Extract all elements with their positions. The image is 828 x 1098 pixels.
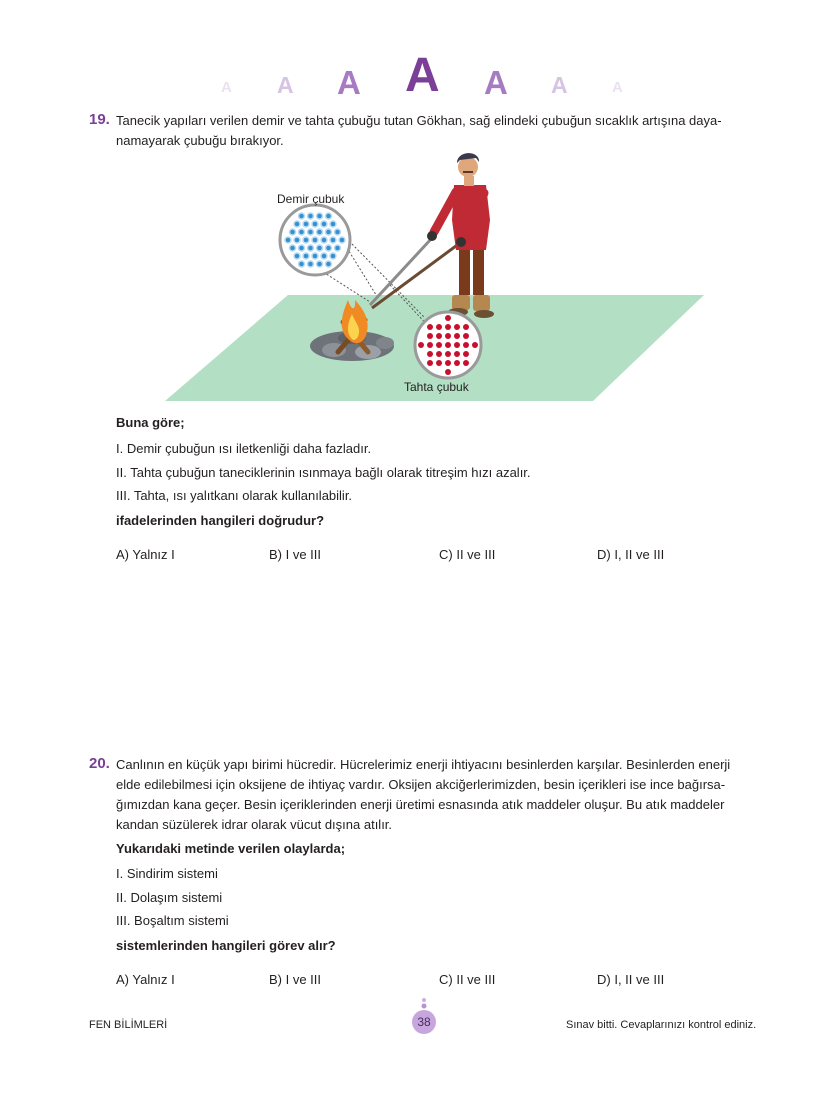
iron-particle (285, 237, 291, 243)
iron-particle (303, 253, 309, 259)
wood-particle (445, 342, 451, 348)
iron-particle (308, 229, 314, 235)
statement-iii: III. Tahta, ısı yalıtkanı olarak kullanılabilir. (116, 488, 353, 503)
iron-particle (303, 221, 309, 227)
wood-particle (463, 324, 469, 330)
iron-particle (294, 237, 300, 243)
option-a[interactable]: A) Yalnız I (116, 547, 175, 562)
header-letter: A (484, 64, 508, 101)
wood-particle (445, 360, 451, 366)
wood-particle (427, 360, 433, 366)
wood-rod-label: Tahta çubuk (404, 380, 469, 394)
wood-particle (463, 342, 469, 348)
campfire-figure (0, 0, 828, 420)
wood-particle (418, 342, 424, 348)
wood-particle (454, 342, 460, 348)
question-ask: sistemlerinden hangileri görev alır? (116, 938, 336, 953)
wood-particles-magnifier (415, 312, 481, 378)
wood-particle (463, 333, 469, 339)
header-letter: A (337, 64, 361, 101)
wood-particle (436, 324, 442, 330)
wood-particle (436, 360, 442, 366)
iron-particle (299, 213, 305, 219)
wood-particle (445, 324, 451, 330)
header-letter: A (221, 79, 232, 96)
question-text-line: ğımızdan kana geçer. Besin içeriklerinden enerji üretimi esnasında atık maddeler oluşur. Bu atık maddeler (116, 797, 725, 812)
wood-particle (454, 324, 460, 330)
option-d[interactable]: D) I, II ve III (597, 547, 665, 562)
wood-particle (445, 351, 451, 357)
option-b[interactable]: B) I ve III (269, 547, 322, 562)
wood-particle (454, 333, 460, 339)
header-letter: A (277, 72, 294, 98)
iron-particle (326, 229, 332, 235)
question-ask: ifadelerinden hangileri doğrudur? (116, 513, 325, 528)
wood-particle (427, 351, 433, 357)
iron-particle (308, 245, 314, 251)
question-prompt: Buna göre; (116, 415, 185, 430)
iron-particle (299, 229, 305, 235)
question-text-line: kandan süzülerek idrar olarak vücut dışına atılır. (116, 817, 393, 832)
question-number: 20. (89, 755, 110, 772)
iron-particle (326, 245, 332, 251)
option-d[interactable]: D) I, II ve III (597, 972, 665, 987)
iron-particle (290, 229, 296, 235)
statement-ii: II. Tahta çubuğun taneciklerinin ısınmaya bağlı olarak titreşim hızı azalır. (116, 465, 531, 480)
wood-particle (463, 360, 469, 366)
iron-particle (321, 221, 327, 227)
iron-rod-label: Demir çubuk (277, 192, 345, 206)
header-letter: A (405, 49, 440, 102)
iron-particle (317, 229, 323, 235)
page-number: 38 (417, 1015, 431, 1029)
iron-particle (299, 261, 305, 267)
iron-particle (326, 213, 332, 219)
iron-particle (308, 213, 314, 219)
wood-particle (454, 360, 460, 366)
iron-particle (308, 261, 314, 267)
iron-particle (321, 253, 327, 259)
subject-label: FEN BİLİMLERİ (89, 1019, 168, 1031)
iron-particle (303, 237, 309, 243)
question-text-line: elde edilebilmesi için oksijene de ihtiyaç vardır. Oksijen akciğerlerimizden, besin içerikleri ise ince bağırsa- (116, 777, 726, 792)
iron-particle (339, 237, 345, 243)
wood-particle (472, 342, 478, 348)
wood-particle (436, 342, 442, 348)
wood-particle (427, 324, 433, 330)
iron-particle (312, 221, 318, 227)
person-icon (427, 153, 494, 318)
wood-particle (454, 351, 460, 357)
iron-particle (290, 245, 296, 251)
wood-particle (436, 351, 442, 357)
wood-particle (463, 351, 469, 357)
iron-particle (330, 237, 336, 243)
statement-ii: II. Dolaşım sistemi (116, 890, 223, 905)
wood-particle (445, 333, 451, 339)
option-b[interactable]: B) I ve III (269, 972, 322, 987)
iron-particle (330, 221, 336, 227)
iron-particle (312, 237, 318, 243)
iron-particle (335, 229, 341, 235)
question-text-line: namayarak çubuğu bırakıyor. (116, 133, 284, 148)
wood-particle (445, 369, 451, 375)
iron-particles-magnifier (280, 205, 350, 275)
iron-particle (335, 245, 341, 251)
wood-particle (427, 333, 433, 339)
question-number: 19. (89, 111, 110, 128)
iron-particle (294, 221, 300, 227)
iron-particle (317, 213, 323, 219)
iron-particle (321, 237, 327, 243)
iron-particle (326, 261, 332, 267)
wood-particle (427, 342, 433, 348)
question-prompt: Yukarıdaki metinde verilen olaylarda; (116, 841, 346, 856)
option-a[interactable]: A) Yalnız I (116, 972, 175, 987)
wood-particle (445, 315, 451, 321)
iron-particle (317, 261, 323, 267)
statement-i: I. Sindirim sistemi (116, 866, 218, 881)
statement-iii: III. Boşaltım sistemi (116, 913, 229, 928)
iron-particle (317, 245, 323, 251)
iron-particle (299, 245, 305, 251)
option-c[interactable]: C) II ve III (439, 972, 496, 987)
header-letter: A (551, 72, 568, 98)
question-text-line: Canlının en küçük yapı birimi hücredir. Hücrelerimiz enerji ihtiyacını besinlerden karşılar. Besinlerden enerji (116, 757, 731, 772)
statement-i: I. Demir çubuğun ısı iletkenliği daha fazladır. (116, 441, 372, 456)
iron-particle (294, 253, 300, 259)
wood-particle (436, 333, 442, 339)
question-text-line: Tanecik yapıları verilen demir ve tahta çubuğu tutan Gökhan, sağ elindeki çubuğun sıcaklık artışına daya- (116, 113, 722, 128)
iron-particle (312, 253, 318, 259)
iron-particle (330, 253, 336, 259)
exam-finished-message: Sınav bitti. Cevaplarınızı kontrol ediniz. (566, 1019, 757, 1031)
option-c[interactable]: C) II ve III (439, 547, 496, 562)
header-letter: A (612, 79, 623, 96)
